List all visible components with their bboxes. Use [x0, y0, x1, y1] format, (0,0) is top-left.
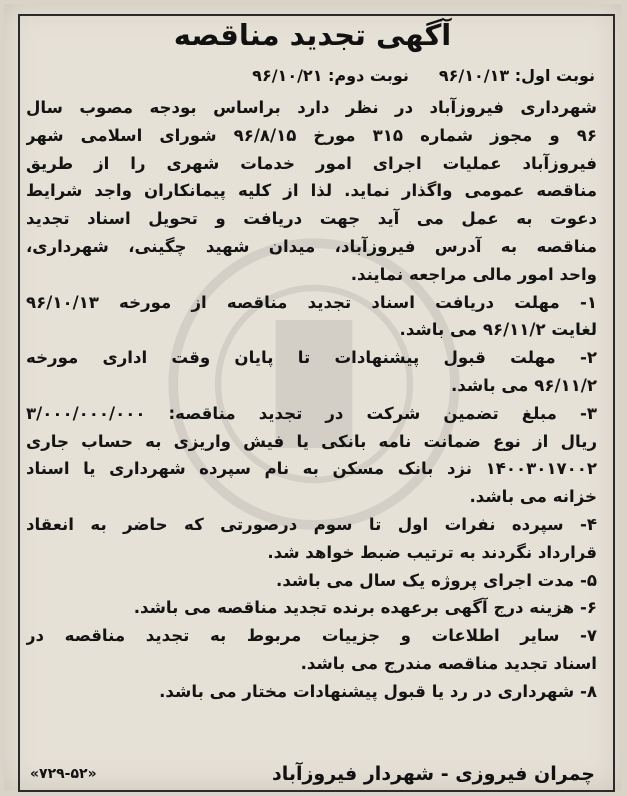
ad-code: «۷۲۹-۵۲»: [30, 766, 97, 782]
body-line: مناقصه به آدرس فیروزآباد، میدان شهید چگینی، شهرداری،: [26, 236, 597, 256]
mayor-signature: چمران فیروزی - شهردار فیروزآباد: [271, 763, 595, 785]
second-publication: نوبت دوم: ۹۶/۱۰/۲۱: [252, 66, 409, 85]
publication-dates: [34, 66, 595, 92]
ad-body-text: [26, 94, 597, 706]
body-line: شهرداری فیروزآباد در نظر دارد براساس بودجه مصوب سال: [26, 98, 597, 117]
body-line: ۴- سپرده نفرات اول تا سوم درصورتی که حاضر به انعقاد: [26, 514, 597, 534]
body-line: لغایت ۹۶/۱۱/۲ می باشد.: [399, 320, 597, 340]
body-line: فیروزآباد عملیات اجرای امور خدمات شهری را از طریق: [26, 153, 597, 173]
body-line: مناقصه عمومی واگذار نماید. لذا از کلیه پیمانکاران واجد شرایط: [26, 181, 597, 201]
body-line: ۵- مدت اجرای پروژه یک سال می باشد.: [276, 570, 597, 590]
body-line: دعوت به عمل می آید جهت دریافت و تحویل اسناد تجدید: [26, 209, 597, 229]
body-line: ۹۶/۱۱/۲ می باشد.: [450, 375, 597, 395]
body-line: اسناد تجدید مناقصه مندرج می باشد.: [300, 653, 597, 673]
body-line: ۸- شهرداری در رد یا قبول پیشنهادات مختار می باشد.: [159, 681, 597, 701]
body-line: ۱- مهلت دریافت اسناد تجدید مناقصه از مورخه ۹۶/۱۰/۱۳: [26, 292, 597, 312]
body-line: ۳- مبلغ تضمین شرکت در تجدید مناقصه: ۳/۰۰۰/۰۰۰/۰۰۰: [26, 403, 597, 423]
ad-title: آگهی تجدید مناقصه: [173, 18, 452, 52]
body-line: ۷- سایر اطلاعات و جزییات مربوط به تجدید مناقصه در: [26, 626, 597, 646]
body-line: ۲- مهلت قبول پیشنهادات تا پایان وقت اداری مورخه: [26, 348, 597, 368]
first-publication: نوبت اول: ۹۶/۱۰/۱۳: [438, 66, 595, 85]
body-line: ۶- هزینه درج آگهی برعهده برنده تجدید مناقصه می باشد.: [133, 598, 597, 618]
body-line: قرارداد نگردند به ترتیب ضبط خواهد شد.: [267, 542, 597, 562]
body-line: خزانه می باشد.: [469, 487, 597, 507]
newspaper-clipping: [4, 4, 621, 790]
body-line: ۹۶ و مجوز شماره ۳۱۵ مورخ ۹۶/۸/۱۵ شورای اسلامی شهر: [26, 125, 597, 145]
body-line: ۱۴۰۰۳۰۱۷۰۰۲ نزد بانک مسکن به نام سپرده شهرداری یا اسناد: [26, 459, 597, 479]
signature-line: [30, 760, 595, 788]
body-line: ریال از نوع ضمانت نامه بانکی یا فیش واریزی به حساب جاری: [26, 431, 597, 451]
body-line: واحد امور مالی مراجعه نمایند.: [350, 264, 597, 284]
